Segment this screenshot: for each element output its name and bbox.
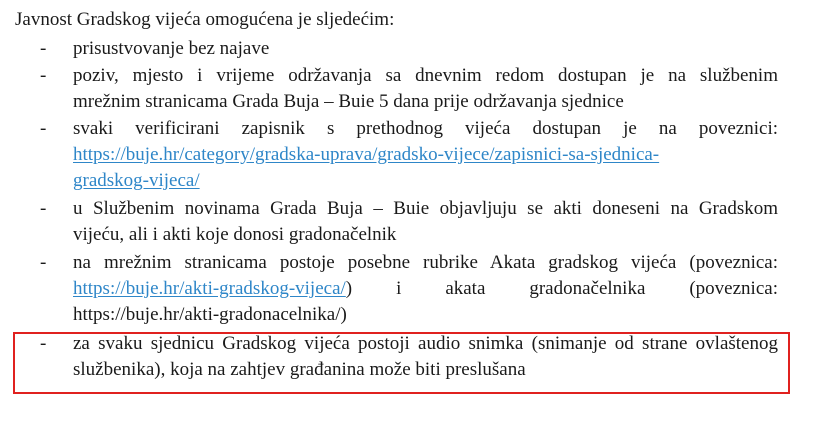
- text-line: poziv, mjesto i vrijeme održavanja sa dnevnim redom dostupan je na službenim: [73, 65, 778, 86]
- list-item-text: [73, 36, 778, 62]
- text-line: službenika), koja na zahtjev građanina može biti preslušana: [73, 359, 526, 380]
- minutes-link-line: [73, 142, 778, 168]
- minutes-link-continued[interactable]: gradskog-vijeca/: [73, 170, 200, 191]
- word-i: i: [396, 278, 402, 299]
- closing-paren: ): [345, 278, 353, 299]
- text-line: za svaku sjednicu Gradskog vijeća postoji audio snimka (snimanje od strane ovlaštenog: [73, 333, 778, 354]
- council-acts-link-group: [73, 276, 352, 302]
- mayor-acts-url: https://buje.hr/akti-gradonacelnika/): [73, 304, 347, 325]
- bullet-dash: -: [40, 118, 47, 139]
- text-line: [73, 276, 778, 302]
- list-item-text: [73, 250, 778, 328]
- bullet-dash: -: [40, 252, 47, 273]
- text-line: na mrežnim stranicama postoje posebne rubrike Akata gradskog vijeća (poveznica:: [73, 252, 778, 273]
- text-line: svaki verificirani zapisnik s prethodnog vijeća dostupan je na poveznici:: [73, 118, 778, 139]
- bullet-dash: -: [40, 198, 47, 219]
- text-line: vijeću, ali i akti koje donosi gradonačelnik: [73, 224, 397, 245]
- minutes-link-line: [73, 168, 778, 194]
- text-line: mrežnim stranicama Grada Buja – Buie 5 dana prije održavanja sjednice: [73, 91, 624, 112]
- highlight-box: [13, 332, 790, 394]
- text-line: u Službenim novinama Grada Buja – Buie objavljuju se akti doneseni na Gradskom: [73, 198, 778, 219]
- council-acts-link[interactable]: https://buje.hr/akti-gradskog-vijeca/: [73, 278, 346, 299]
- bullet-dash: -: [40, 65, 47, 86]
- bullet-dash: -: [40, 38, 47, 59]
- word-poveznica: (poveznica:: [689, 278, 778, 299]
- list-item-text: [73, 63, 778, 115]
- intro-text: Javnost Gradskog vijeća omogućena je sljedećim:: [15, 9, 395, 30]
- bullet-dash: -: [40, 333, 47, 354]
- word-akata: akata: [445, 278, 486, 299]
- minutes-link[interactable]: https://buje.hr/category/gradska-uprava/gradsko-vijece/zapisnici-sa-sjednica-: [73, 144, 660, 165]
- list-item-text: [73, 196, 778, 248]
- text-line: prisustvovanje bez najave: [73, 38, 270, 59]
- word-gradonacelnika: gradonačelnika: [529, 278, 646, 299]
- list-item-text: [73, 116, 778, 194]
